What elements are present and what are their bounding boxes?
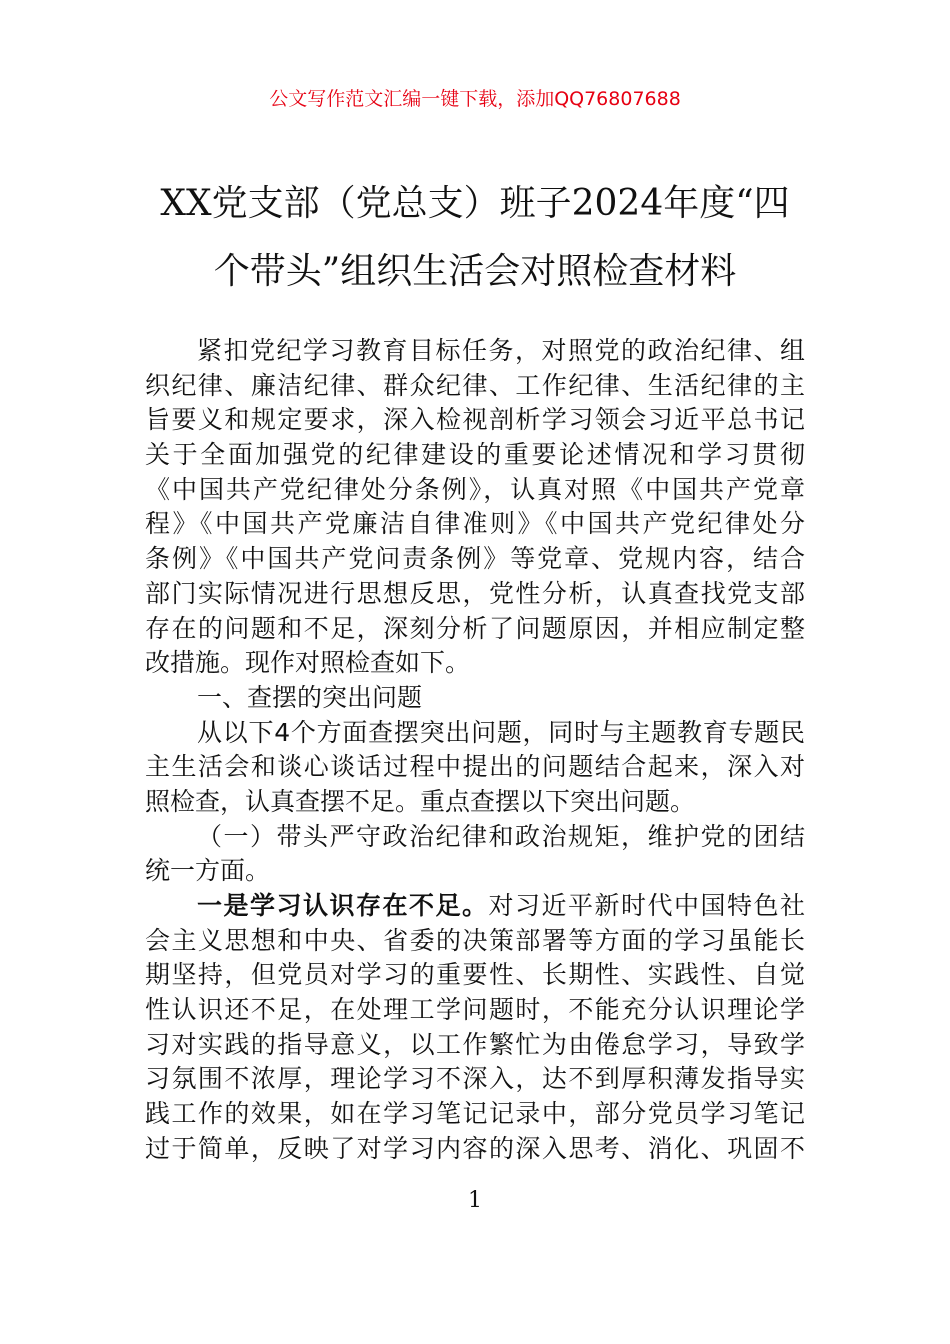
text-line: 过于简单，反映了对学习内容的深入思考、消化、巩固不 [145, 1133, 805, 1163]
text-line: 习氛围不浓厚，理论学习不深入，达不到厚积薄发指导实 [145, 1064, 805, 1094]
text-line: 从以下4个方面查摆突出问题，同时与主题教育专题民 [197, 717, 805, 747]
title-line-1: XX党支部（党总支）班子2024年度“四 [160, 183, 790, 224]
text-line: 主生活会和谈心谈话过程中提出的问题结合起来，深入对 [145, 752, 805, 782]
text-line: 性认识还不足，在处理工学问题时，不能充分认识理论学 [145, 995, 805, 1025]
text-line [145, 889, 805, 924]
bold-lead: 一是学习认识存在不足。 [197, 891, 489, 920]
text-line: 习对实践的指导意义，以工作繁忙为由倦怠学习，导致学 [145, 1029, 805, 1059]
text-line: 存在的问题和不足，深刻分析了问题原因，并相应制定整 [145, 613, 805, 643]
text-line: 改措施。现作对照检查如下。 [145, 648, 471, 678]
text-line: 关于全面加强党的纪律建设的重要论述情况和学习贯彻 [145, 440, 805, 470]
text-run: 对习近平新时代中国特色社 [488, 891, 805, 920]
text-line: 《中国共产党纪律处分条例》，认真对照《中国共产党章 [145, 474, 805, 504]
text-line: 统一方面。 [145, 856, 271, 886]
title-line-2: 个带头”组织生活会对照检查材料 [213, 251, 737, 292]
text-line: 照检查，认真查摆不足。重点查摆以下突出问题。 [145, 786, 696, 816]
text-line: 旨要义和规定要求，深入检视剖析学习领会习近平总书记 [145, 405, 805, 435]
text-line: 会主义思想和中央、省委的决策部署等方面的学习虽能长 [145, 925, 805, 955]
text-line: 部门实际情况进行思想反思，党性分析，认真查找党支部 [145, 578, 805, 608]
text-line: 程》《中国共产党廉洁自律准则》《中国共产党纪律处分 [145, 509, 805, 539]
document-title [0, 170, 950, 306]
section-heading: 一、查摆的突出问题 [197, 682, 423, 712]
text-line: 期坚持，但党员对学习的重要性、长期性、实践性、自觉 [145, 960, 805, 990]
document-body [145, 334, 805, 1167]
text-line: 紧扣党纪学习教育目标任务，对照党的政治纪律、组 [197, 336, 805, 365]
text-line: 织纪律、廉洁纪律、群众纪律、工作纪律、生活纪律的主 [145, 370, 805, 400]
download-banner-link[interactable]: 公文写作范文汇编一键下载，添加QQ76807688 [269, 88, 681, 110]
text-line: 践工作的效果，如在学习笔记记录中，部分党员学习笔记 [145, 1099, 805, 1129]
page-number: 1 [468, 1188, 482, 1213]
text-line: 条例》《中国共产党问责条例》等党章、党规内容，结合 [145, 544, 805, 574]
subsection-heading: （一）带头严守政治纪律和政治规矩，维护党的团结 [197, 821, 805, 851]
